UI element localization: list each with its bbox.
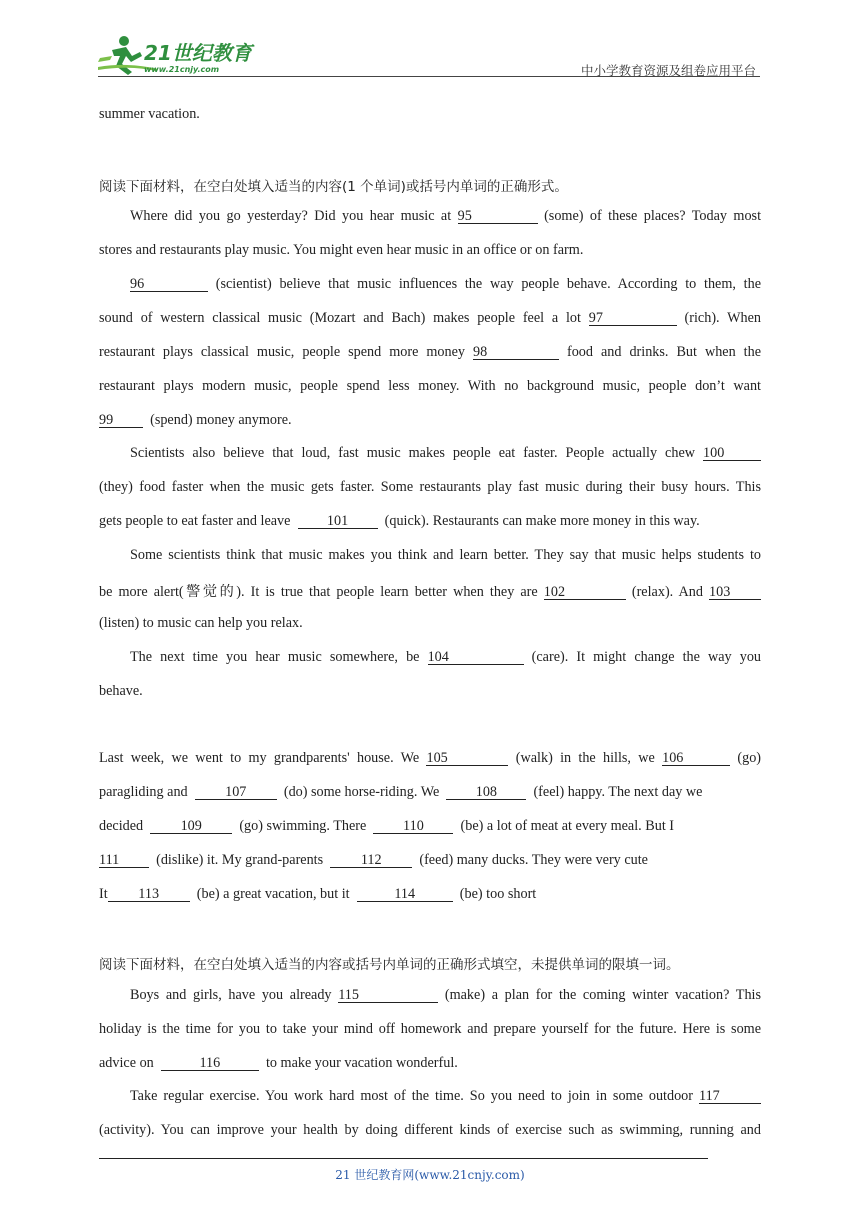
platform-name: 中小学教育资源及组卷应用平台 <box>580 63 756 78</box>
text-line: summer vacation. <box>99 106 200 122</box>
blank-97[interactable]: 97 <box>589 311 677 326</box>
blank-101[interactable]: 101 <box>298 514 378 529</box>
footer-divider <box>99 1158 708 1159</box>
text-line: Where did you go yesterday? Did you hear music at 95 (some) of these places? Today most <box>130 208 762 224</box>
blank-98[interactable]: 98 <box>473 345 559 360</box>
svg-text:www.21cnjy.com: www.21cnjy.com <box>144 65 220 74</box>
footer-text: 21 世纪教育网(www.21cnjy.com) <box>335 1168 525 1182</box>
page-header <box>98 30 758 78</box>
text-line: (activity). You can improve your health by doing different kinds of exercise such as swimming, running and <box>99 1122 761 1138</box>
text-line: Boys and girls, have you already 115 (make) a plan for the coming winter vacation? This <box>130 987 762 1003</box>
blank-95[interactable]: 95 <box>458 209 538 224</box>
text-line: (listen) to music can help you relax. <box>99 615 303 631</box>
blank-104[interactable]: 104 <box>428 650 524 665</box>
blank-117[interactable]: 117 <box>699 1089 761 1104</box>
text-line: advice on 116 to make your vacation wonderful. <box>99 1055 458 1071</box>
text-line: paragliding and 107 (do) some horse-riding. We 108 (feel) happy. The next day we <box>99 784 703 800</box>
text-line: decided 109 (go) swimming. There 110 (be) a lot of meat at every meal. But I <box>99 818 675 834</box>
blank-111[interactable]: 111 <box>99 853 149 868</box>
header-divider <box>98 76 760 77</box>
text-line: (they) food faster when the music gets faster. Some restaurants play fast music during their busy hours. This <box>99 479 761 495</box>
text-line: Scientists also believe that loud, fast music makes people eat faster. People actually chew 100 <box>99 445 761 462</box>
site-logo <box>98 34 268 76</box>
blank-116[interactable]: 116 <box>161 1056 259 1071</box>
blank-107[interactable]: 107 <box>195 785 277 800</box>
blank-113[interactable]: 113 <box>108 887 190 902</box>
blank-99[interactable]: 99 <box>99 413 143 428</box>
text-line: Some scientists think that music makes you think and learn better. They say that music helps students to <box>130 547 761 563</box>
text-line: gets people to eat faster and leave 101 (quick). Restaurants can make more money in this way. <box>99 513 700 529</box>
text-line: behave. <box>99 683 143 699</box>
instruction-2: 阅读下面材料，在空白处填入适当的内容或括号内单词的正确形式填空，未提供单词的限填一词。 <box>99 957 680 973</box>
text-line: restaurant plays classical music, people spend more money 98 food and drinks. But when the <box>99 344 762 360</box>
text-line: restaurant plays modern music, people spend less money. With no background music, people don’t want <box>99 378 761 394</box>
text-line: be more alert(警觉的). It is true that people learn better when they are 102 (relax). And 103 <box>99 581 761 601</box>
text-line: stores and restaurants play music. You might even hear music in an office or on farm. <box>99 242 584 258</box>
text-line: Take regular exercise. You work hard most of the time. So you need to join in some outdoor 117 <box>99 1088 761 1105</box>
text-line: 111 (dislike) it. My grand-parents 112 (feed) many ducks. They were very cute <box>99 852 648 868</box>
text-line: It 113 (be) a great vacation, but it 114 (be) too short <box>99 886 537 902</box>
blank-96[interactable]: 96 <box>130 277 208 292</box>
svg-text:21世纪教育: 21世纪教育 <box>144 41 252 65</box>
blank-103[interactable]: 103 <box>709 585 761 600</box>
blank-114[interactable]: 114 <box>357 887 453 902</box>
text-line: Last week, we went to my grandparents' house. We 105 (walk) in the hills, we 106 (go) <box>99 750 762 766</box>
blank-102[interactable]: 102 <box>544 585 626 600</box>
blank-115[interactable]: 115 <box>338 988 438 1003</box>
blank-105[interactable]: 105 <box>426 751 508 766</box>
blank-109[interactable]: 109 <box>150 819 232 834</box>
text-line: 96 (scientist) believe that music influences the way people behave. According to them, the <box>130 276 761 292</box>
text-line: holiday is the time for you to take your mind off homework and prepare yourself for the future. Here is some <box>99 1021 761 1037</box>
text-line: 99 (spend) money anymore. <box>99 412 292 428</box>
blank-106[interactable]: 106 <box>662 751 730 766</box>
text-line: The next time you hear music somewhere, be 104 (care). It might change the way you <box>130 649 762 665</box>
blank-108[interactable]: 108 <box>446 785 526 800</box>
text-line: sound of western classical music (Mozart and Bach) makes people feel a lot 97 (rich). When <box>99 310 761 326</box>
blank-112[interactable]: 112 <box>330 853 412 868</box>
instruction-1: 阅读下面材料，在空白处填入适当的内容(1 个单词)或括号内单词的正确形式。 <box>99 179 568 195</box>
blank-110[interactable]: 110 <box>373 819 453 834</box>
blank-100[interactable]: 100 <box>703 446 761 461</box>
